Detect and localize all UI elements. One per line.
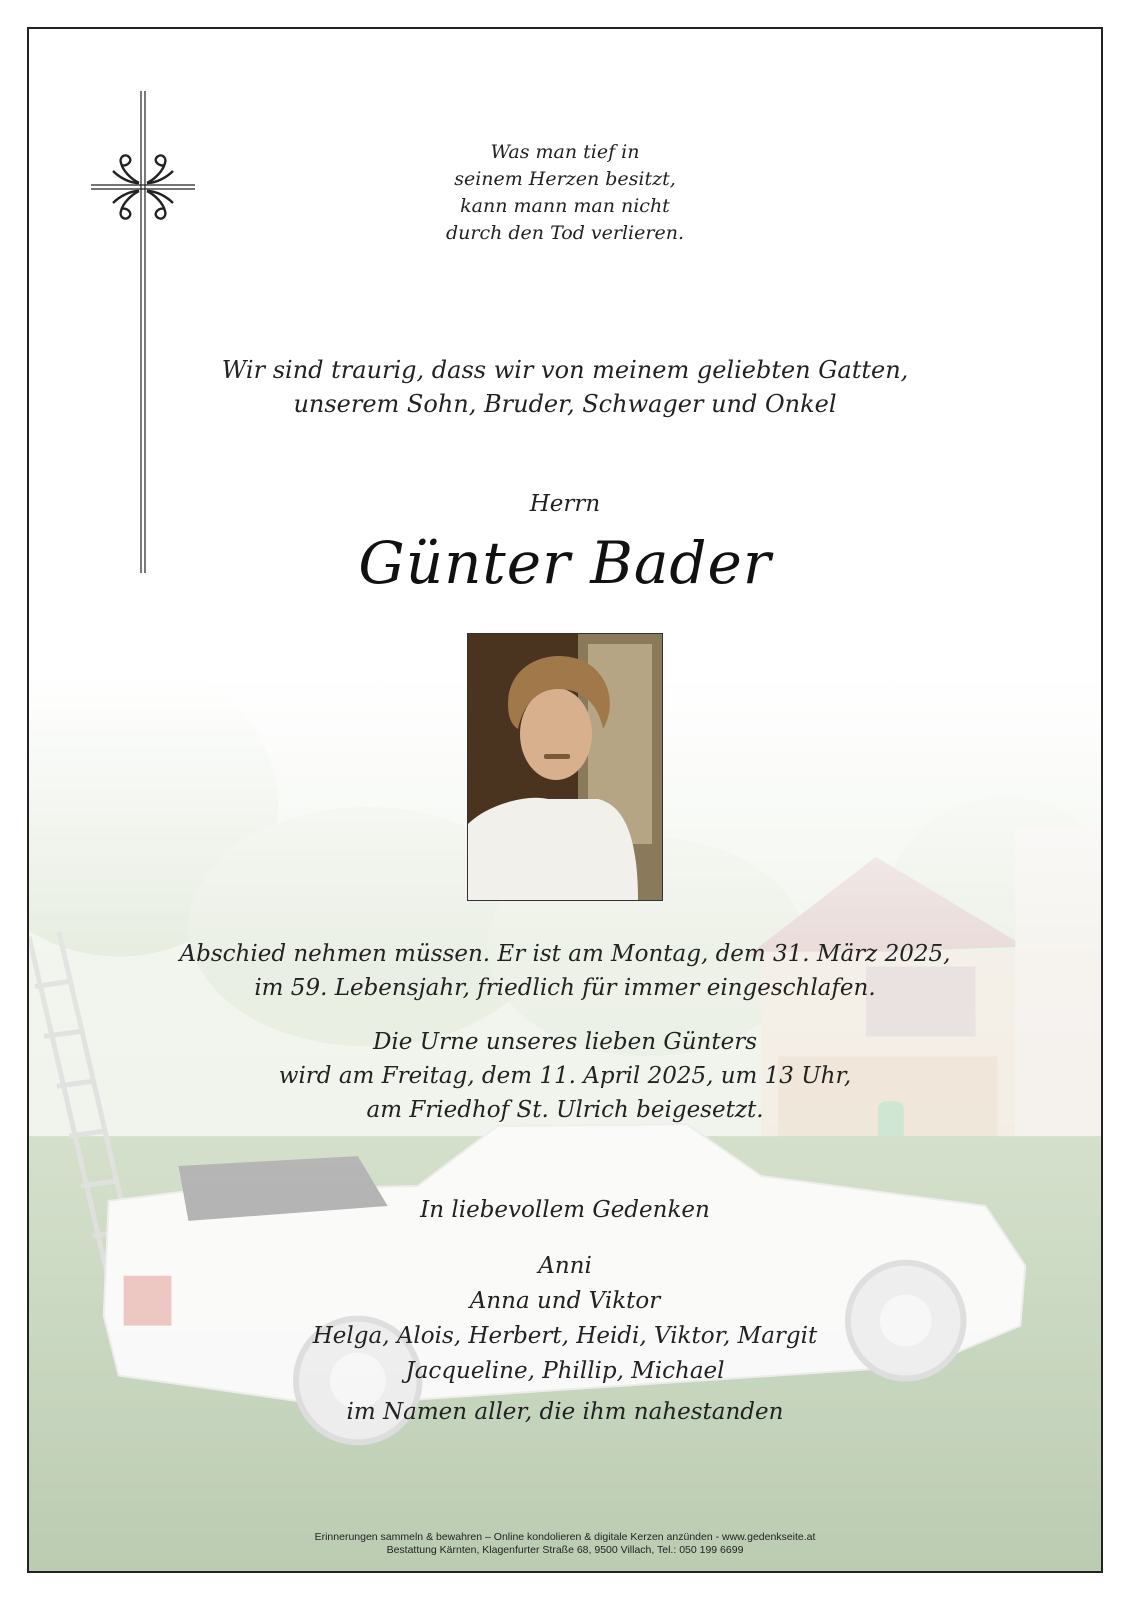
funeral-line: am Friedhof St. Ulrich beigesetzt.	[366, 1097, 764, 1123]
verse-line: kann mann man nicht	[460, 195, 670, 217]
mourner-line: Helga, Alois, Herbert, Heidi, Viktor, Margit	[312, 1323, 818, 1349]
obituary-frame	[27, 27, 1103, 1573]
farewell-line: im 59. Lebensjahr, friedlich für immer eingeschlafen.	[254, 975, 876, 1001]
footer-line: Erinnerungen sammeln & bewahren – Online kondolieren & digitale Kerzen anzünden - www.gedenkseite.at	[314, 1531, 816, 1543]
funeral-line: wird am Freitag, dem 11. April 2025, um 13 Uhr,	[278, 1063, 852, 1089]
portrait-image	[468, 634, 662, 900]
honorific: Herrn	[529, 491, 601, 517]
mourners-list	[29, 1249, 1101, 1389]
intro-line: unserem Sohn, Bruder, Schwager und Onkel	[293, 390, 837, 418]
farewell-line: Abschied nehmen müssen. Er ist am Montag, dem 31. März 2025,	[179, 941, 951, 967]
verse-line: durch den Tod verlieren.	[446, 222, 684, 244]
funeral-details	[29, 1025, 1101, 1127]
mourner-line: Jacqueline, Phillip, Michael	[405, 1358, 725, 1384]
footer	[29, 1531, 1101, 1557]
verse-line: seinem Herzen besitzt,	[454, 168, 676, 190]
memorial-verse	[29, 139, 1101, 247]
farewell-text	[29, 937, 1101, 1005]
funeral-line: Die Urne unseres lieben Günters	[372, 1029, 758, 1055]
mourner-line: Anni	[538, 1253, 592, 1279]
mourner-line: Anna und Viktor	[469, 1288, 661, 1314]
footer-line: Bestattung Kärnten, Klagenfurter Straße 68, 9500 Villach, Tel.: 050 199 6699	[386, 1544, 744, 1556]
deceased-name: Günter Bader	[358, 529, 772, 597]
closing-phrase: im Namen aller, die ihm nahestanden	[346, 1399, 784, 1425]
memory-phrase: In liebevollem Gedenken	[420, 1197, 710, 1223]
intro-line: Wir sind traurig, dass wir von meinem geliebten Gatten,	[221, 356, 909, 384]
intro-text	[29, 353, 1101, 421]
verse-line: Was man tief in	[490, 141, 640, 163]
portrait-photo	[467, 633, 663, 901]
